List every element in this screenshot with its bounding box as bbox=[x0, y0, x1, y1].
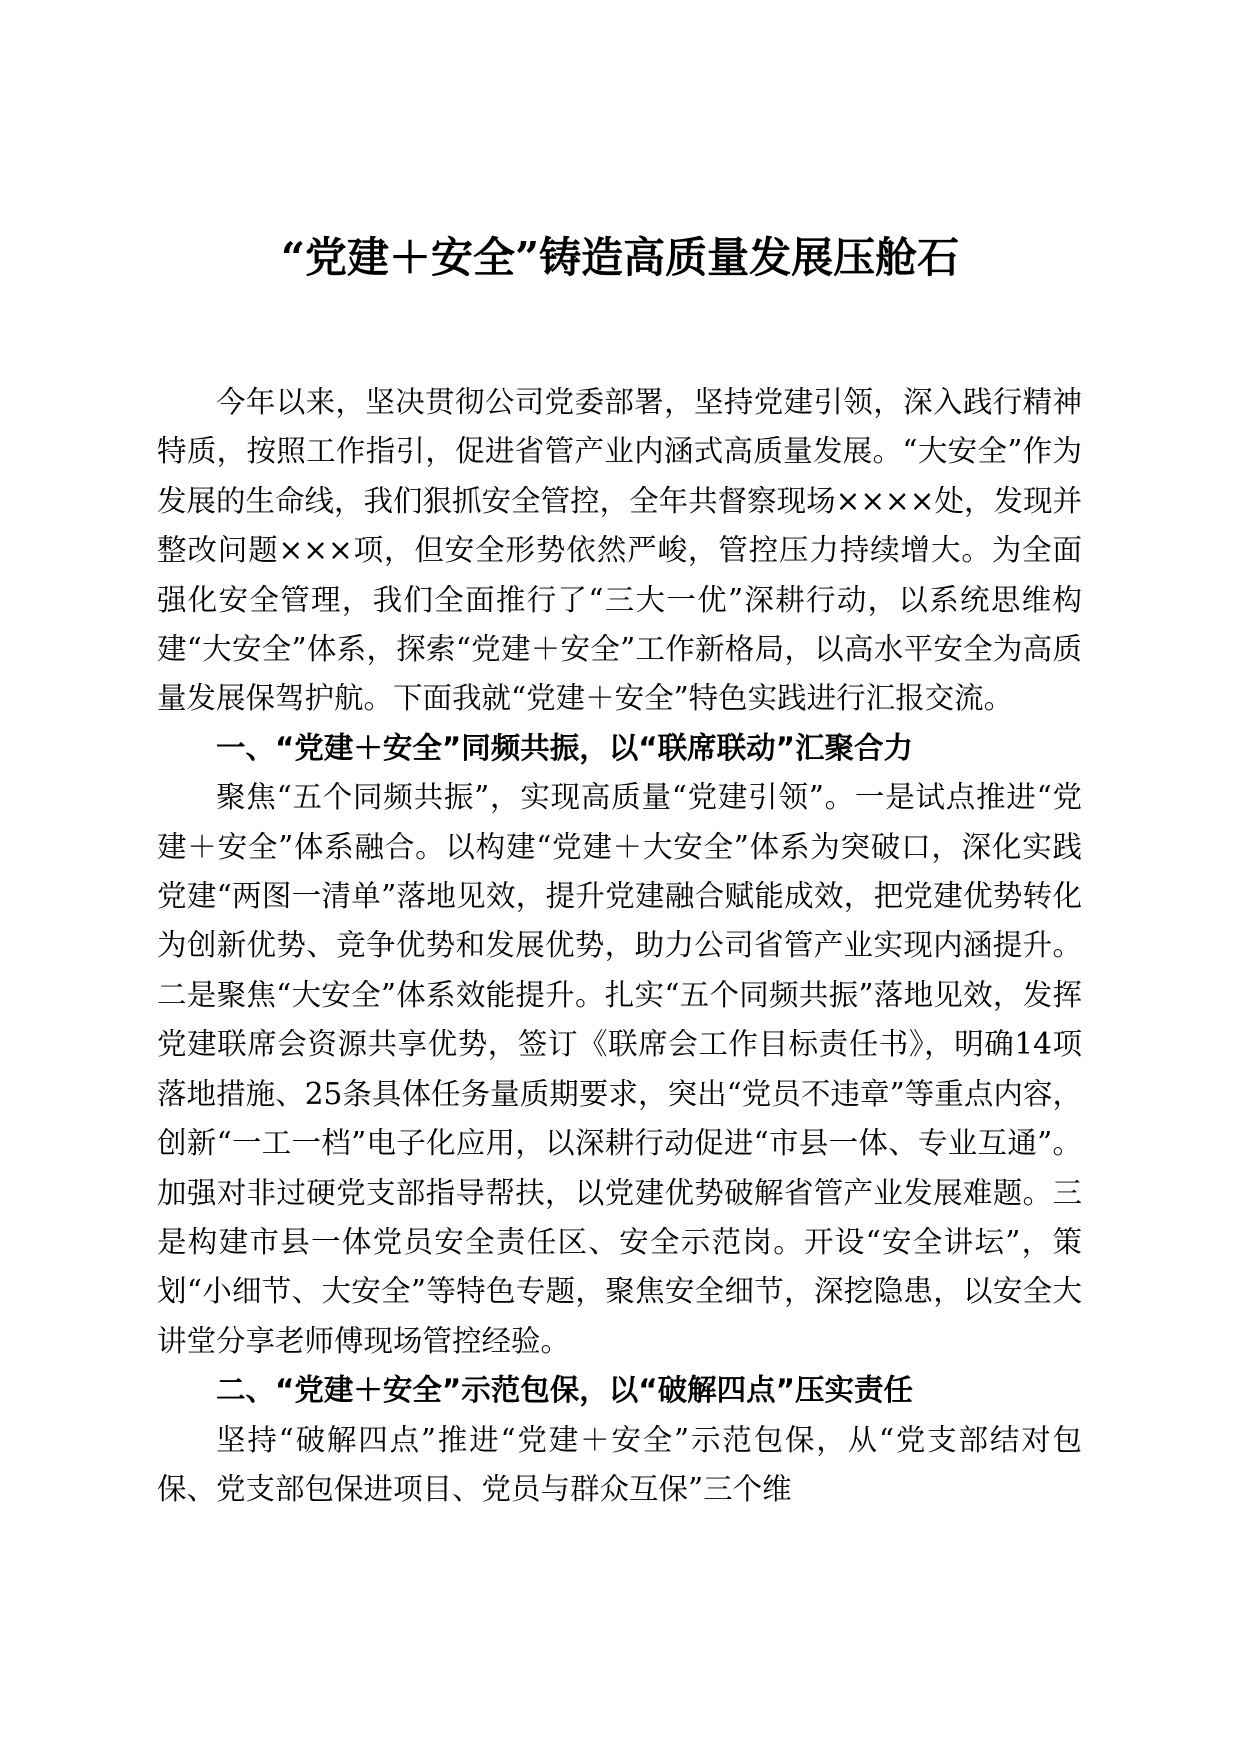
section-1-paragraph: 聚焦“五个同频共振”，实现高质量“党建引领”。一是试点推进“党建＋安全”体系融合。以构建“党建＋大安全”体系为突破口，深化实践党建“两图一清单”落地见效，提升党建融合赋能成效，把党建优势转化为创新优势、竞争优势和发展优势，助力公司省管产业实现内涵提升。二是聚焦“大安全”体系效能提升。扎实“五个同频共振”落地见效，发挥党建联席会资源共享优势，签订《联席会工作目标责任书》，明确14项落地措施、25条具体任务量质期要求，突出“党员不违章”等重点内容，创新“一工一档”电子化应用，以深耕行动促进“市县一体、专业互通”。加强对非过硬党支部指导帮扶，以党建优势破解省管产业发展难题。三是构建市县一体党员安全责任区、安全示范岗。开设“安全讲坛”，策划“小细节、大安全”等特色专题，聚焦安全细节，深挖隐患，以安全大讲堂分享老师傅现场管控经验。 bbox=[157, 780, 1082, 1358]
intro-paragraph: 今年以来，坚决贯彻公司党委部署，坚持党建引领，深入践行精神特质，按照工作指引，促进省管产业内涵式高质量发展。“大安全”作为发展的生命线，我们狠抓安全管控，全年共督察现场××××处，发现并整改问题×××项，但安全形势依然严峻，管控压力持续增大。为全面强化安全管理，我们全面推行了“三大一优”深耕行动，以系统思维构建“大安全”体系，探索“党建＋安全”工作新格局，以高水平安全为高质量发展保驾护航。下面我就“党建＋安全”特色实践进行汇报交流。 bbox=[157, 385, 1082, 716]
document-title: “党建＋安全”铸造高质量发展压舱石 bbox=[280, 233, 960, 282]
section-2-paragraph: 坚持“破解四点”推进“党建＋安全”示范包保，从“党支部结对包保、党支部包保进项目、党员与群众互保”三个维 bbox=[157, 1422, 1082, 1506]
section-heading-2: 二、“党建＋安全”示范包保，以“破解四点”压实责任 bbox=[216, 1373, 914, 1408]
document-body bbox=[157, 378, 1082, 1514]
section-heading-1: 一、“党建＋安全”同频共振，以“联席联动”汇聚合力 bbox=[216, 730, 914, 765]
